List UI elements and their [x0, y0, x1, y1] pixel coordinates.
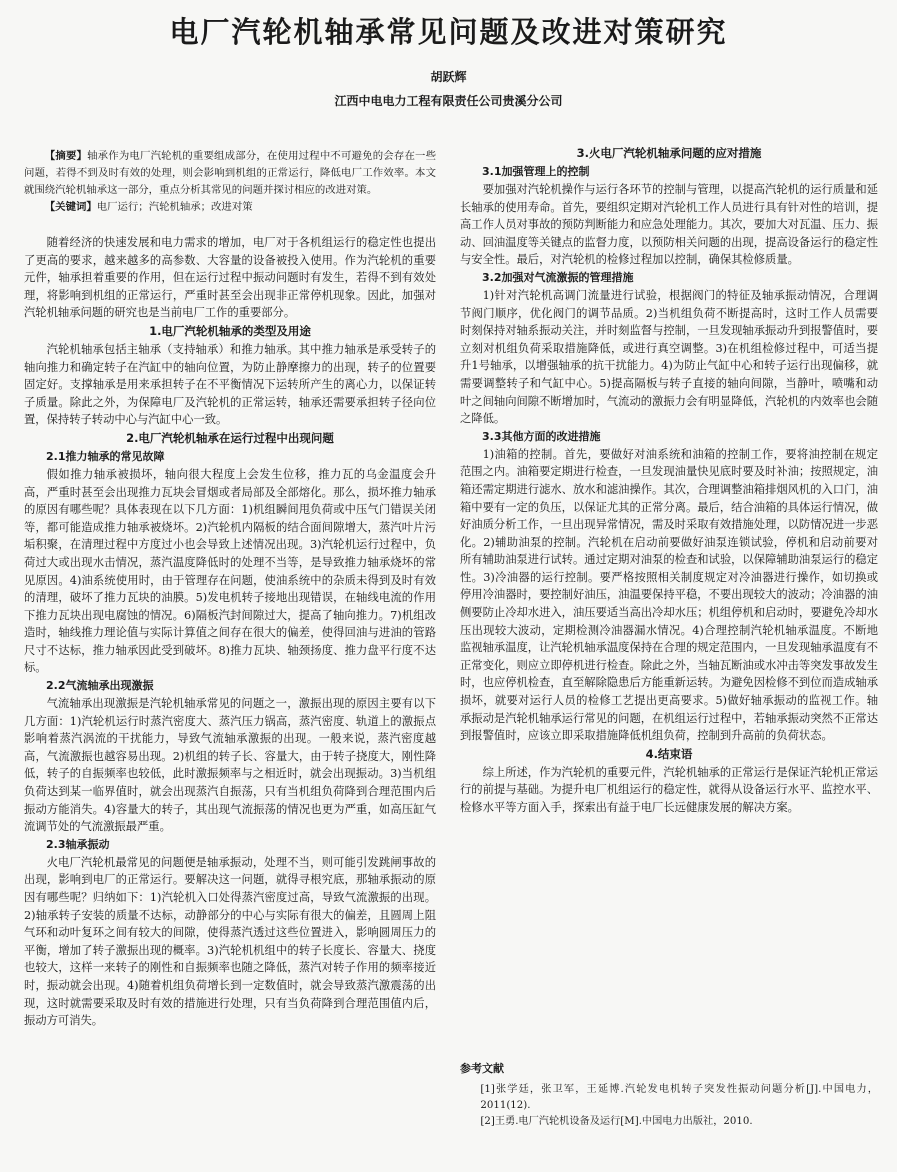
section-2-1-text: 假如推力轴承被损坏，轴向很大程度上会发生位移，推力瓦的乌金温度会升高，严重时甚至会出现推力瓦块会冒烟或者局部及全部熔化。那么，损坏推力轴承的原因有哪些呢？具体表现在以下几方面：1)机组瞬间甩负荷或中压气门错误关闭等，都可能造成推力轴承被烧坏。2)汽轮机内隔板的结合面间隙增大，蒸汽叶片污垢积聚，在清理过程中方度过小也会导致上述情况出现。3)汽轮机运行过程中，负荷过大或出现水击情况，蒸汽温度降低时的处理不当等，是导致推力轴承烧坏的常见原因。4)油系统使用时，由于管理存在问题，使油系统中的杂质未得到及时有效的清理，破坏了推力瓦块的油膜。5)发电机转子接地出现错误，在轴线电流的作用下推力瓦块出现电腐蚀的情况。6)隔板汽封间隙过大，提高了轴向推力。7)机组改造时，轴线推力理论值与实际计算值之间存在很大的偏差，使得回油与进油的管路尺寸不达标，推力轴承因此受到破坏。8)推力瓦块、轴颈扬度、推力盘平行度不达标。	[24, 467, 436, 675]
abstract-block	[24, 148, 436, 216]
section-3-2-text: 1)针对汽轮机高调门流量进行试验，根据阀门的特征及轴承振动情况，合理调节阀门顺序，优化阀门的调节品质。2)当机组负荷不断提高时，这时工作人员需要时刻保持对轴系振动关注，并时刻监督与控制，一旦发现轴承振动升到报警值时，要立刻对机组负荷采取措施降低，或进行真空调整。3)在机组检修过程中，可适当提升1号轴承，以增强轴承的抗干扰能力。4)为防止气缸中心和转子运行出现偏移，就需要调整转子和气缸中心。5)提高隔板与转子直接的轴向间隙，当静叶，喷嘴和动叶之间轴向间隙不断增加时，气流动的激振力会有明显降低，汽轮机的内效率也会随之降低。	[460, 288, 878, 426]
section-2-heading: 2.电厂汽轮机轴承在运行过程中出现问题	[126, 430, 334, 445]
author-name: 胡跃辉	[430, 70, 467, 84]
keywords-label: 【关键词】	[44, 201, 97, 213]
references-heading: 参考文献	[460, 1062, 504, 1075]
reference-item: [1]张学廷，张卫军，王延博.汽轮发电机转子突发性振动问题分析[J].中国电力，2011(12).	[480, 1084, 878, 1111]
section-3-2-heading: 3.2加强对气流激振的管理措施	[482, 270, 634, 284]
right-column	[460, 144, 878, 817]
intro-paragraph: 随着经济的快速发展和电力需求的增加，电厂对于各机组运行的稳定性也提出了更高的要求，越来越多的高参数、大容量的设备被投入使用。作为汽轮机的重要元件，轴承担着重要的作用，但在运行过程中振动问题时有发生，若得不到有效处理，将影响到机组的正常运行，严重时甚至会出现非正常停机现象。因此，加强对汽轮机轴承问题的研究也是当前电厂工作的重要部分。	[24, 236, 436, 320]
left-column	[24, 148, 436, 1030]
section-3-3-text: 1)油箱的控制。首先，要做好对油系统和油箱的控制工作，要将油控制在规定范围之内。油箱要定期进行检查，一旦发现油量快见底时要及时补油；按照规定，油箱还需定期进行滤水、放水和滤油操作。其次，合理调整油箱排烟风机的入口门，油箱中要有一定的负压，以保证尤其的正常分离。最后，结合油箱的具体运行情况，做好油质分析工作，一旦出现异常情况，需及时采取有效措施处理，以防情况进一步恶化。2)辅助油泵的控制。汽轮机在启动前要做好油泵连锁试验，停机和启动前要对所有辅助油泵进行试转。通过定期对油泵的检查和试验，以保障辅助油泵运行的稳定性。3)冷油器的运行控制。要严格按照相关制度规定对冷油器进行操作，如切换或停用冷油器时，要控制好油压，油温要保持平稳，不要出现较大的波动；冷油器的油侧要防止冷却水进入，油压要适当高出冷却水压；机组停机和启动时，要避免冷却水压出现较大波动，定期检测冷油器漏水情况。4)合理控制汽轮机轴承温度。不断地监视轴承温度，让汽轮机轴承温度保持在合理的规定范围内，一旦发现轴承温度有不正常变化，则应立即停机进行检查。除此之外，当轴瓦断油或水冲击等突发事故发生时，也应停机检查，直至解除隐患后方能重新运转。为避免因检修不到位而造成轴承损坏，就要对运行人员的检修工艺提出更高要求。5)做好轴承振动的监视工作。轴承振动是汽轮机轴承运行常见的问题，在机组运行过程中，若轴承振动突然不正常达到报警值时，应该立即采取措施降低机组负荷，控制到升高前的负荷状态。	[460, 447, 878, 743]
section-4-heading: 4.结束语	[645, 746, 693, 761]
section-2-3-heading: 2.3轴承振动	[46, 837, 110, 851]
section-3-1-text: 要加强对汽轮机操作与运行各环节的控制与管理，以提高汽轮机的运行质量和延长轴承的使用寿命。首先，要组织定期对汽轮机工作人员进行具有针对性的培训，提高工作人员对事故的预防判断能力和应急处理能力。其次，要加大对瓦温、压力、振动、回油温度等关键点的监督力度，以预防相关问题的出现，提高设备运行的稳定性与安全性。最后，对汽轮机的检修过程加以控制，确保其检修质量。	[460, 183, 878, 267]
section-2-2-text: 气流轴承出现激振是汽轮机轴承常见的问题之一，激振出现的原因主要有以下几方面：1)汽轮机运行时蒸汽密度大、蒸汽压力锅高，蒸汽密度、轨道上的激振点影响着蒸汽涡流的干扰能力，导致气流轴承激振的出现。一般来说，蒸汽密度越高，气流激振也越容易出现。2)机组的转子长、容量大，由于转子挠度大，刚性降低，转子的自振频率也较低，此时激振频率与之相近时，就会出现振动。3)当机组负荷达到某一临界值时，就会出现蒸汽自振荡，只有当机组负荷降到合理范围内后振动方能消失。4)容量大的转子，其出现气流振荡的情况也更为严重，如高压缸气流调节处的气流激振最严重。	[24, 697, 436, 834]
abstract-label: 【摘要】	[44, 150, 88, 162]
keywords-text: 电厂运行；汽轮机轴承；改进对策	[96, 201, 253, 213]
author-affiliation: 江西中电电力工程有限责任公司贵溪分公司	[334, 94, 563, 108]
abstract-paragraph	[24, 148, 436, 199]
section-1-text: 汽轮机轴承包括主轴承（支持轴承）和推力轴承。其中推力轴承是承受转子的轴向推力和确定转子在汽缸中的轴向位置，为防止静摩擦力的出现，转子的位置要固定好。支撑轴承是用来承担转子在不平衡情况下运转所产生的离心力，以保证转子质量。除此之外，为保障电厂及汽轮机的正常运转，轴承还需要承担转子径向位置，保持转子转动中心与汽缸中心一致。	[24, 342, 436, 427]
abstract-text: 轴承作为电厂汽轮机的重要组成部分，在使用过程中不可避免的会存在一些问题，若得不到及时有效的处理，则会影响到机组的正常运行，降低电厂工作效率。本文就围绕汽轮机轴承这一部分，重点分析其常见的问题并探讨相应的改进对策。	[24, 150, 436, 196]
section-2-3-text: 火电厂汽轮机最常见的问题便是轴承振动，处理不当，则可能引发跳闸事故的出现，影响到电厂的正常运行。要解决这一问题，就得寻根究底，那轴承振动的原因有哪些呢？归纳如下：1)汽轮机入口处得蒸汽密度过高，导致气流激振的出现。2)轴承转子安装的质量不达标，动静部分的中心与实际有很大的偏差，且圆周上阻气环和动叶复环之间有较大的间隙，使得蒸汽透过这些位置进入，影响圆周压力的平衡，增加了转子激振出现的概率。3)汽轮机机组中的转子长度长、容量大、挠度也较大，这样一来转子的刚性和自振频率也随之降低，蒸汽对转子作用的频率接近时，振动就会出现。4)随着机组负荷增长到一定数值时，就会导致蒸汽激震荡的出现，这时就需要采取及时有效的措施进行处理，只有当负荷降到合理范围值内后，振动方可消失。	[24, 855, 436, 1028]
paper-title: 电厂汽轮机轴承常见问题及改进对策研究	[169, 15, 728, 49]
section-2-1-heading: 2.1推力轴承的常见故障	[46, 449, 165, 463]
section-3-3-heading: 3.3其他方面的改进措施	[482, 429, 601, 443]
reference-item: [2]王勇.电厂汽轮机设备及运行[M].中国电力出版社，2010.	[480, 1116, 753, 1127]
section-1-heading: 1.电厂汽轮机轴承的类型及用途	[149, 323, 311, 338]
keywords-paragraph	[24, 199, 436, 216]
section-3-1-heading: 3.1加强管理上的控制	[482, 165, 590, 178]
section-4-text: 综上所述，作为汽轮机的重要元件，汽轮机轴承的正常运行是保证汽轮机正常运行的前提与基础。为提升电厂机组运行的稳定性，就得从设备运行水平、监控水平、检修水平等方面入手，探索出有益于电厂长远健康发展的解决方案。	[460, 765, 878, 814]
section-2-2-heading: 2.2气流轴承出现激振	[46, 679, 154, 693]
references-block	[460, 1060, 878, 1130]
section-3-heading: 3.火电厂汽轮机轴承问题的应对措施	[576, 146, 762, 160]
